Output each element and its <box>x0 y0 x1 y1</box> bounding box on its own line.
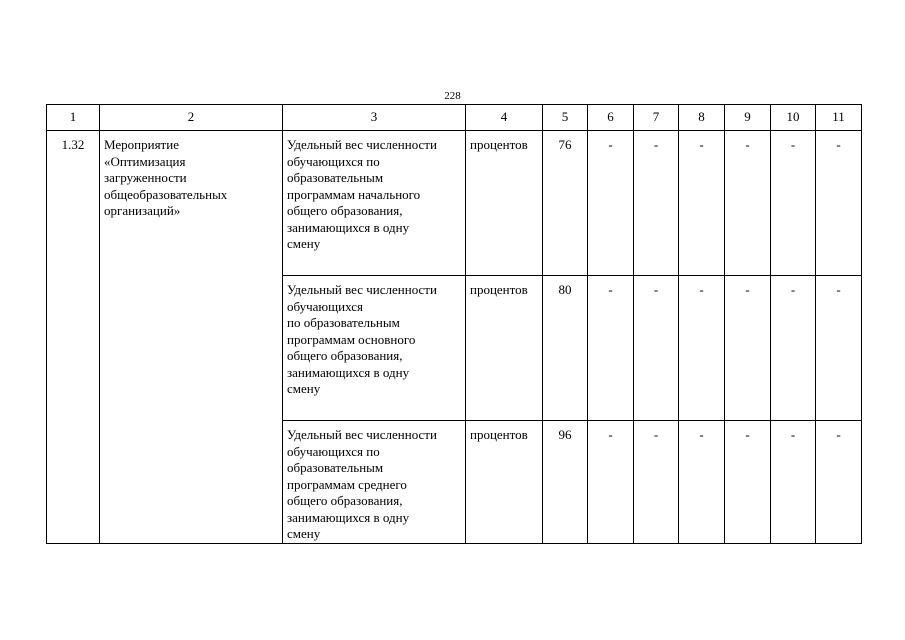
indicator-cell: Удельный вес численности обучающихся по образовательным программам основного общего образования, занимающихся в одну смену <box>283 276 466 421</box>
column-header-3: 3 <box>283 105 466 131</box>
dash-cell: - <box>588 421 634 544</box>
table-row <box>47 131 862 276</box>
page-number: 228 <box>444 90 461 102</box>
dash-cell: - <box>634 421 679 544</box>
column-header-9: 9 <box>725 105 771 131</box>
dash-cell: - <box>816 421 862 544</box>
event-name-cell: Мероприятие «Оптимизация загруженности общеобразовательных организаций» <box>100 131 283 544</box>
dash-cell: - <box>679 276 725 421</box>
value-cell: 80 <box>543 276 588 421</box>
dash-cell: - <box>588 131 634 276</box>
item-number-cell: 1.32 <box>47 131 100 544</box>
column-header-11: 11 <box>816 105 862 131</box>
column-header-4: 4 <box>466 105 543 131</box>
column-header-8: 8 <box>679 105 725 131</box>
dash-cell: - <box>679 131 725 276</box>
dash-cell: - <box>725 421 771 544</box>
dash-cell: - <box>725 131 771 276</box>
dash-cell: - <box>588 276 634 421</box>
indicator-cell: Удельный вес численности обучающихся по образовательным программам начального общего образования, занимающихся в одну смену <box>283 131 466 276</box>
dash-cell: - <box>771 276 816 421</box>
dash-cell: - <box>771 421 816 544</box>
unit-cell: процентов <box>466 131 543 276</box>
dash-cell: - <box>634 276 679 421</box>
value-cell: 76 <box>543 131 588 276</box>
unit-cell: процентов <box>466 421 543 544</box>
column-header-5: 5 <box>543 105 588 131</box>
column-header-1: 1 <box>47 105 100 131</box>
table-header-row <box>47 105 862 131</box>
value-cell: 96 <box>543 421 588 544</box>
indicator-cell: Удельный вес численности обучающихся по образовательным программам среднего общего образования, занимающихся в одну смену <box>283 421 466 544</box>
dash-cell: - <box>634 131 679 276</box>
dash-cell: - <box>771 131 816 276</box>
dash-cell: - <box>816 276 862 421</box>
column-header-2: 2 <box>100 105 283 131</box>
column-header-7: 7 <box>634 105 679 131</box>
dash-cell: - <box>679 421 725 544</box>
column-header-10: 10 <box>771 105 816 131</box>
indicators-table <box>46 104 862 544</box>
unit-cell: процентов <box>466 276 543 421</box>
column-header-6: 6 <box>588 105 634 131</box>
dash-cell: - <box>725 276 771 421</box>
dash-cell: - <box>816 131 862 276</box>
